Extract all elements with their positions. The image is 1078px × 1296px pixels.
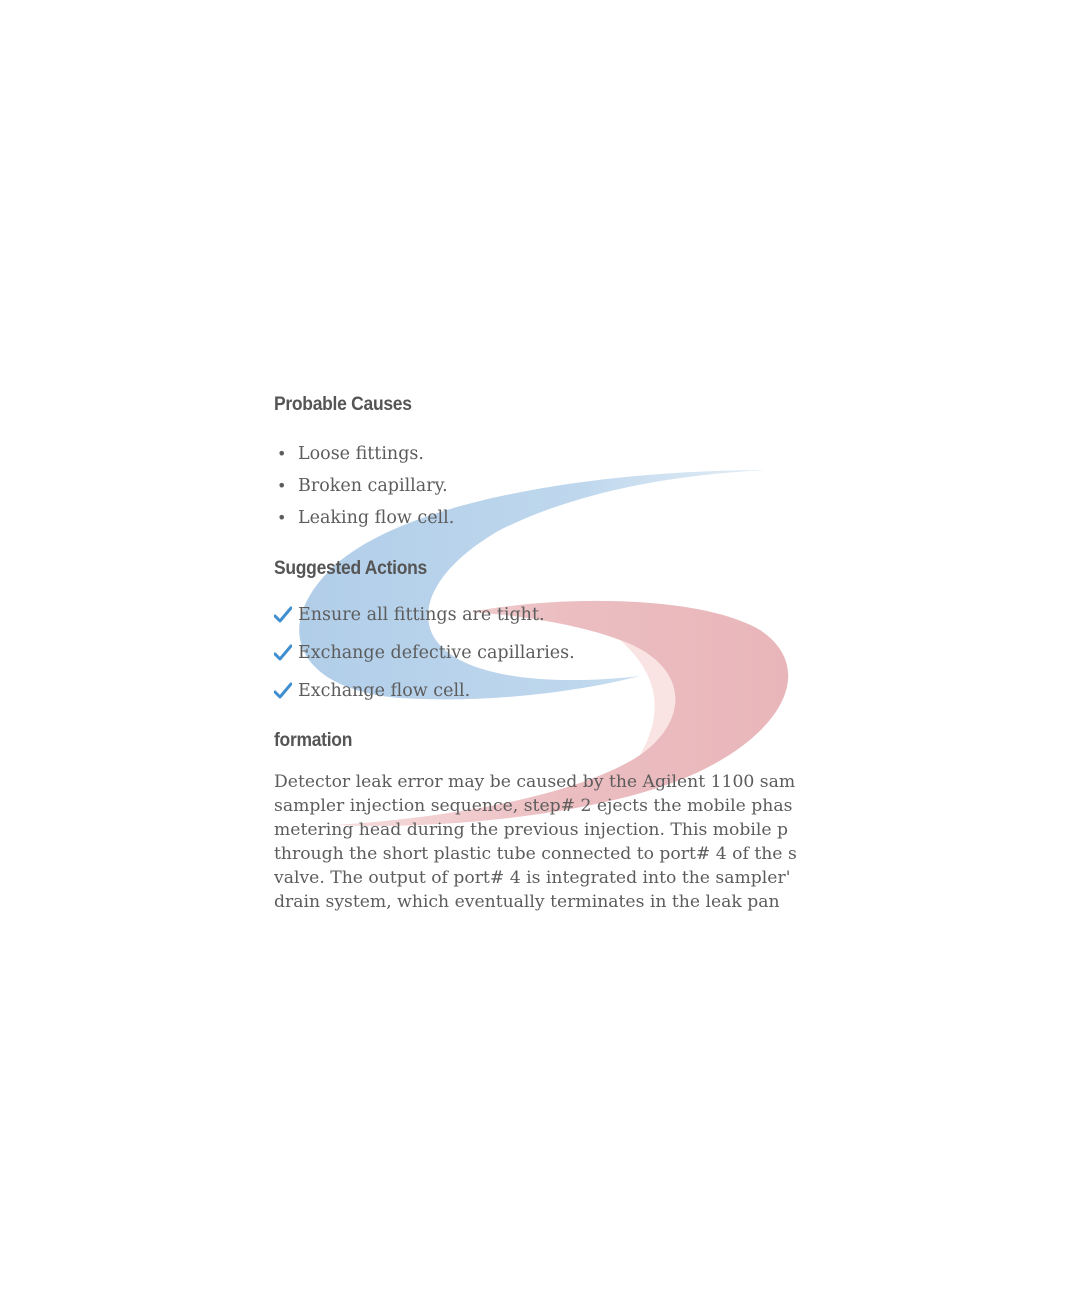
paragraph-line: valve. The output of port# 4 is integrated into the sampler': [274, 868, 791, 888]
cause-text: Leaking flow cell.: [298, 508, 455, 528]
cause-text: Broken capillary.: [298, 476, 448, 496]
bullet-icon: •: [277, 508, 287, 527]
paragraph-line: Detector leak error may be caused by the Agilent 1100 sam: [274, 772, 796, 792]
checkmark-icon: [274, 682, 292, 700]
information-paragraph: [274, 770, 814, 914]
paragraph-line: drain system, which eventually terminates in the leak pan: [274, 892, 780, 912]
probable-causes-heading: Probable Causes: [274, 394, 412, 415]
paragraph-line: through the short plastic tube connected to port# 4 of the s: [274, 844, 797, 864]
action-text: Ensure all fittings are tight.: [298, 605, 545, 625]
cause-item: [274, 502, 814, 534]
action-text: Exchange defective capillaries.: [298, 643, 575, 663]
bullet-icon: •: [277, 476, 287, 495]
cause-text: Loose fittings.: [298, 444, 424, 464]
suggested-actions-heading: Suggested Actions: [274, 558, 427, 579]
cause-item: [274, 470, 814, 502]
checkmark-icon: [274, 644, 292, 662]
cause-item: [274, 438, 814, 470]
action-item: [274, 672, 814, 710]
action-item: [274, 596, 814, 634]
paragraph-line: sampler injection sequence, step# 2 ejects the mobile phas: [274, 796, 793, 816]
information-heading: formation: [274, 730, 353, 751]
action-item: [274, 634, 814, 672]
checkmark-icon: [274, 606, 292, 624]
troubleshooting-section: [274, 394, 814, 914]
action-text: Exchange flow cell.: [298, 681, 471, 701]
bullet-icon: •: [277, 444, 287, 463]
paragraph-line: metering head during the previous injection. This mobile p: [274, 820, 789, 840]
suggested-actions-list: [274, 596, 814, 710]
probable-causes-list: [274, 438, 814, 534]
